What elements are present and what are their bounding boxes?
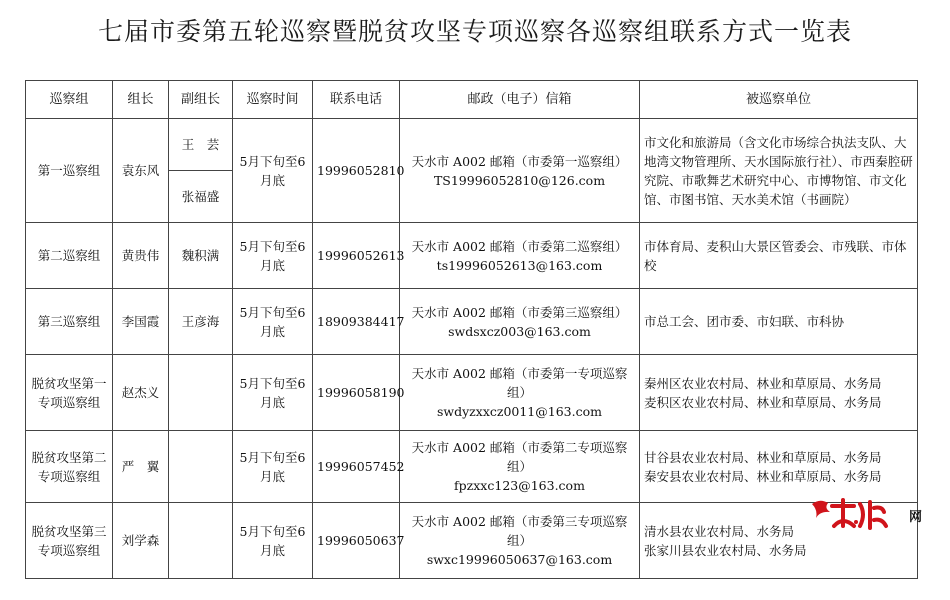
- group-deputy: [169, 355, 233, 431]
- group-leader: 刘学森: [113, 503, 169, 579]
- group-units: [640, 355, 918, 431]
- group-name: 第一巡察组: [26, 119, 113, 223]
- email-address: TS19996052810@126.com: [433, 172, 606, 188]
- group-leader: 黄贵伟: [113, 223, 169, 289]
- group-units: 市体育局、麦积山大景区管委会、市残联、市体校: [640, 223, 918, 289]
- table-row: [26, 431, 918, 503]
- group-mailbox: [400, 223, 640, 289]
- units-line: 甘谷县农业农村局、林业和草原局、水务局: [644, 449, 882, 465]
- email-address: fpzxxc123@163.com: [454, 478, 585, 493]
- contact-table: [25, 80, 918, 579]
- table-row: [26, 223, 918, 289]
- group-phone: 18909384417: [313, 289, 400, 355]
- group-name: 脱贫攻坚第一专项巡察组: [26, 355, 113, 431]
- header-deputy: 副组长: [169, 81, 233, 119]
- table-row: [26, 355, 918, 431]
- group-name: 脱贫攻坚第二专项巡察组: [26, 431, 113, 503]
- group-name: 第二巡察组: [26, 223, 113, 289]
- group-phone: 19996052810: [313, 119, 400, 223]
- header-mailbox: 邮政（电子）信箱: [400, 81, 640, 119]
- units-line: 张家川县农业农村局、水务局: [644, 542, 807, 558]
- table-row: [26, 503, 918, 579]
- group-mailbox: [400, 289, 640, 355]
- group-mailbox: [400, 355, 640, 431]
- watermark-suffix: 网: [909, 510, 923, 525]
- group-deputy: 王 芸: [169, 119, 233, 171]
- group-phone: 19996057452: [313, 431, 400, 503]
- mailbox-line: 天水市 A002 邮箱（市委第二专项巡察组）: [411, 440, 628, 474]
- header-phone: 联系电话: [313, 81, 400, 119]
- header-row: [26, 81, 918, 119]
- mailbox-line: 天水市 A002 邮箱（市委第三巡察组）: [411, 304, 628, 320]
- group-leader: 袁东风: [113, 119, 169, 223]
- group-time: 5月下旬至6月底: [233, 119, 313, 223]
- group-phone: 19996058190: [313, 355, 400, 431]
- group-leader: 李国霞: [113, 289, 169, 355]
- email-address: swdsxcz003@163.com: [448, 323, 591, 339]
- units-line: 麦积区农业农村局、林业和草原局、水务局: [644, 394, 882, 410]
- group-leader: 严 翼: [113, 431, 169, 503]
- units-line: 秦州区农业农村局、林业和草原局、水务局: [644, 375, 882, 391]
- group-deputy: 王彦海: [169, 289, 233, 355]
- group-leader: 赵杰义: [113, 355, 169, 431]
- group-name: 脱贫攻坚第三专项巡察组: [26, 503, 113, 579]
- group-time: 5月下旬至6月底: [233, 289, 313, 355]
- group-units: 市总工会、团市委、市妇联、市科协: [640, 289, 918, 355]
- units-line: 秦安县农业农村局、林业和草原局、水务局: [644, 468, 882, 484]
- group-phone: 19996052613: [313, 223, 400, 289]
- mailbox-line: 天水市 A002 邮箱（市委第一巡察组）: [411, 153, 628, 169]
- group-mailbox: [400, 503, 640, 579]
- group-mailbox: [400, 431, 640, 503]
- table-row: [26, 289, 918, 355]
- group-time: 5月下旬至6月底: [233, 503, 313, 579]
- group-units: [640, 431, 918, 503]
- mailbox-line: 天水市 A002 邮箱（市委第一专项巡察组）: [411, 366, 628, 400]
- group-time: 5月下旬至6月底: [233, 431, 313, 503]
- group-time: 5月下旬至6月底: [233, 355, 313, 431]
- group-mailbox: [400, 119, 640, 223]
- email-address: swdyzxxcz0011@163.com: [437, 404, 602, 419]
- table-row: [26, 119, 918, 171]
- mailbox-line: 天水市 A002 邮箱（市委第二巡察组）: [411, 238, 628, 254]
- group-deputy: 张福盛: [169, 171, 233, 223]
- units-line: 清水县农业农村局、水务局: [644, 523, 795, 539]
- header-leader: 组长: [113, 81, 169, 119]
- site-watermark-logo: [808, 496, 938, 532]
- header-group: 巡察组: [26, 81, 113, 119]
- group-time: 5月下旬至6月底: [233, 223, 313, 289]
- group-units: 市文化和旅游局（含文化市场综合执法支队、大地湾文物管理所、天水国际旅行社）、市西秦腔研究院、市歌舞艺术研究中心、市博物馆、市文化馆、市图书馆、天水美术馆（书画院）: [640, 119, 918, 223]
- group-name: 第三巡察组: [26, 289, 113, 355]
- page-title: 七届市委第五轮巡察暨脱贫攻坚专项巡察各巡察组联系方式一览表: [97, 17, 852, 46]
- group-phone: 19996050637: [313, 503, 400, 579]
- group-deputy: [169, 431, 233, 503]
- mailbox-line: 天水市 A002 邮箱（市委第三专项巡察组）: [411, 514, 628, 548]
- group-deputy: 魏积满: [169, 223, 233, 289]
- email-address: swxc19996050637@163.com: [426, 552, 613, 567]
- email-address: ts19996052613@163.com: [436, 257, 603, 273]
- group-deputy: [169, 503, 233, 579]
- header-time: 巡察时间: [233, 81, 313, 119]
- header-units: 被巡察单位: [640, 81, 918, 119]
